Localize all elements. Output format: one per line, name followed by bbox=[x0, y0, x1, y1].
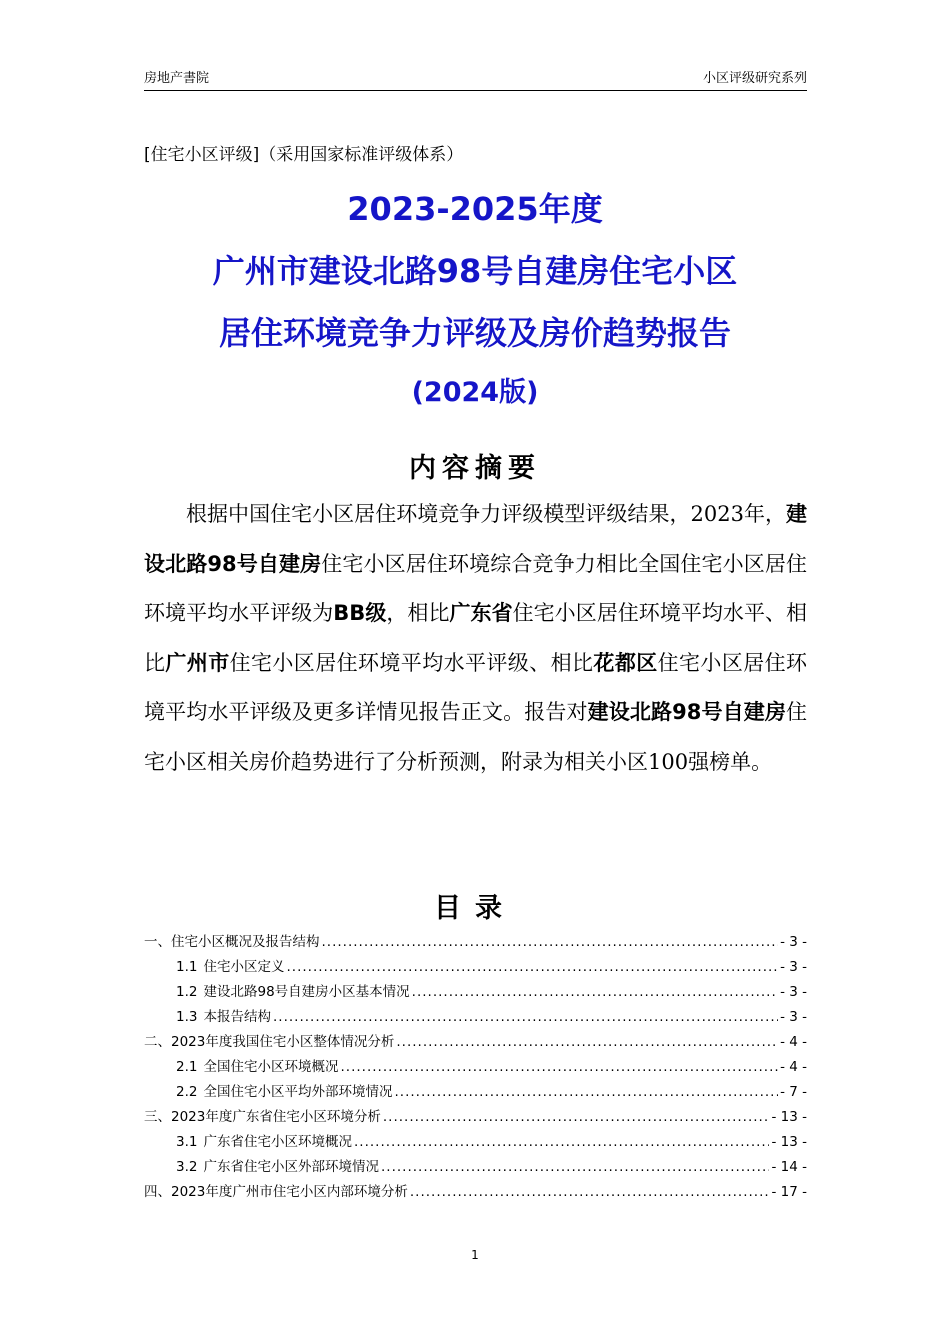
abstract-highlight: 广东省 bbox=[449, 601, 513, 626]
toc-entry-number: 一、 bbox=[144, 934, 171, 950]
abstract-highlight: 建设北路98号自建房 bbox=[144, 502, 807, 576]
title-edition: (2024版) bbox=[411, 377, 539, 408]
toc-entry[interactable] bbox=[144, 1105, 807, 1130]
toc-entry[interactable] bbox=[144, 930, 807, 955]
toc-entry-number: 1.3 bbox=[176, 1009, 198, 1025]
toc-entry-page: - 3 - bbox=[780, 984, 807, 1000]
title-report: 居住环境竞争力评级及房价趋势报告 bbox=[218, 314, 731, 352]
abstract-highlight: BB级 bbox=[333, 601, 387, 626]
toc-entry-page: - 17 - bbox=[771, 1184, 807, 1200]
toc-leader-dots bbox=[354, 1130, 770, 1155]
toc-entry-page: - 4 - bbox=[780, 1034, 807, 1050]
toc-entry-title: 2023年度广东省住宅小区环境分析 bbox=[171, 1109, 381, 1125]
toc-leader-dots bbox=[286, 955, 778, 980]
header-publisher: 房地产書院 bbox=[144, 71, 210, 86]
toc-leader-dots bbox=[412, 980, 778, 1005]
toc-entry-number: 四、 bbox=[144, 1184, 171, 1200]
abstract-highlight: 建设北路98号自建房 bbox=[587, 700, 786, 725]
abstract-heading: 内容摘要 bbox=[409, 453, 541, 484]
toc-leader-dots bbox=[410, 1180, 770, 1205]
toc-heading: 目录 bbox=[434, 893, 516, 924]
toc-leader-dots bbox=[394, 1080, 778, 1105]
abstract-highlight: 花都区 bbox=[593, 650, 658, 675]
toc-entry-page: - 13 - bbox=[771, 1134, 807, 1150]
toc-entry-title: 全国住宅小区平均外部环境情况 bbox=[203, 1084, 393, 1100]
toc-entry-number: 三、 bbox=[144, 1109, 171, 1125]
toc-entry-page: - 7 - bbox=[780, 1084, 807, 1100]
page-number: 1 bbox=[471, 1248, 479, 1262]
toc-leader-dots bbox=[396, 1030, 778, 1055]
toc-entry[interactable] bbox=[144, 1130, 807, 1155]
toc-entry[interactable] bbox=[144, 1005, 807, 1030]
toc-entry[interactable] bbox=[144, 1030, 807, 1055]
toc-entry-page: - 3 - bbox=[780, 1009, 807, 1025]
header-series: 小区评级研究系列 bbox=[702, 71, 807, 86]
title-subject: 广州市建设北路98号自建房住宅小区 bbox=[212, 252, 738, 290]
toc-entry-title: 建设北路98号自建房小区基本情况 bbox=[203, 984, 410, 1000]
toc-leader-dots bbox=[383, 1105, 770, 1130]
table-of-contents bbox=[144, 930, 807, 1205]
toc-leader-dots bbox=[340, 1055, 778, 1080]
toc-entry-title: 2023年度广州市住宅小区内部环境分析 bbox=[171, 1184, 408, 1200]
toc-entry[interactable] bbox=[144, 980, 807, 1005]
abstract-text: ，相比 bbox=[386, 601, 450, 626]
toc-entry-page: - 3 - bbox=[780, 934, 807, 950]
toc-entry-title: 住宅小区定义 bbox=[203, 959, 285, 975]
report-category: [住宅小区评级]（采用国家标准评级体系） bbox=[144, 145, 464, 165]
toc-entry-title: 住宅小区概况及报告结构 bbox=[171, 934, 320, 950]
abstract-text: 住宅小区居住环境平均水平、相比 bbox=[144, 601, 808, 675]
toc-entry-number: 1.2 bbox=[176, 984, 198, 1000]
toc-entry-page: - 14 - bbox=[771, 1159, 807, 1175]
toc-entry[interactable] bbox=[144, 1055, 807, 1080]
toc-entry-number: 2.2 bbox=[176, 1084, 198, 1100]
toc-entry-page: - 13 - bbox=[771, 1109, 807, 1125]
abstract-highlight: 广州市 bbox=[165, 650, 230, 675]
toc-entry[interactable] bbox=[144, 1155, 807, 1180]
toc-entry-title: 广东省住宅小区环境概况 bbox=[203, 1134, 352, 1150]
toc-entry-page: - 4 - bbox=[780, 1059, 807, 1075]
abstract-text: 住宅小区居住环境平均水平评级及更多详情见报告正文。报告对 bbox=[144, 650, 808, 725]
abstract-body bbox=[144, 490, 807, 788]
toc-entry-number: 3.2 bbox=[176, 1159, 198, 1175]
toc-entry-page: - 3 - bbox=[780, 959, 807, 975]
abstract-text: 住宅小区居住环境综合竞争力相比全国住宅小区居住环境平均水平评级为 bbox=[144, 551, 807, 626]
toc-leader-dots bbox=[322, 930, 779, 955]
toc-entry-number: 2.1 bbox=[176, 1059, 198, 1075]
toc-entry[interactable] bbox=[144, 1080, 807, 1105]
page-header bbox=[144, 64, 807, 91]
toc-entry-number: 二、 bbox=[144, 1034, 171, 1050]
toc-entry-title: 全国住宅小区环境概况 bbox=[203, 1059, 339, 1075]
toc-entry-title: 广东省住宅小区外部环境情况 bbox=[203, 1159, 379, 1175]
toc-leader-dots bbox=[273, 1005, 778, 1030]
toc-entry[interactable] bbox=[144, 955, 807, 980]
toc-entry[interactable] bbox=[144, 1180, 807, 1205]
abstract-text: 根据中国住宅小区居住环境竞争力评级模型评级结果，2023年， bbox=[186, 502, 786, 526]
toc-leader-dots bbox=[381, 1155, 770, 1180]
toc-entry-title: 本报告结构 bbox=[203, 1009, 271, 1025]
toc-entry-number: 1.1 bbox=[176, 959, 198, 975]
abstract-text: 住宅小区相关房价趋势进行了分析预测，附录为相关小区100强榜单。 bbox=[144, 700, 807, 774]
title-year: 2023-2025年度 bbox=[347, 190, 603, 228]
toc-entry-title: 2023年度我国住宅小区整体情况分析 bbox=[171, 1034, 395, 1050]
toc-entry-number: 3.1 bbox=[176, 1134, 198, 1150]
abstract-text: 住宅小区居住环境平均水平评级、相比 bbox=[229, 650, 594, 675]
